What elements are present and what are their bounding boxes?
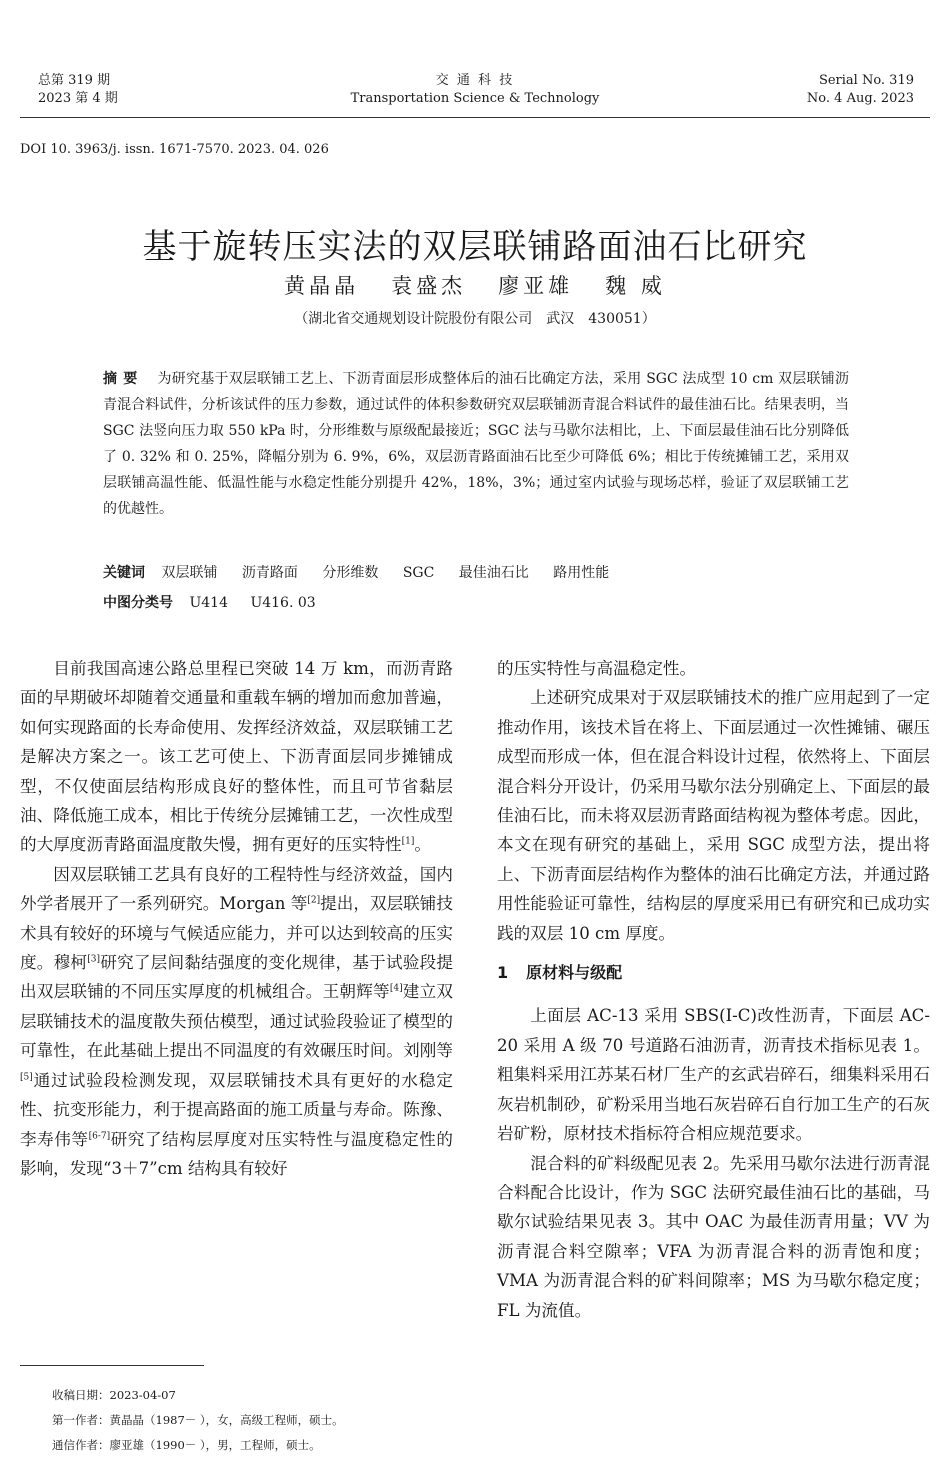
author-2: 袁盛杰 (391, 274, 467, 298)
paragraph-gradation: 混合料的矿料级配见表 2。先采用马歇尔法进行沥青混合料配合比设计，作为 SGC 法研究最佳油石比的基础，马歇尔试验结果见表 3。其中 OAC 为最佳沥青用量；VV 为沥青混合料空隙率；VFA 为沥青混合料的沥青饱和度；VMA 为沥青混合料的矿料间隙率；MS 为马歇尔稳定度；FL 为流值。 (497, 1153, 930, 1320)
paragraph-text: 建立双层联铺技术的温度散失预估模型，通过试验段验证了模型的可靠性，在此基础上提出不同温度的有效碾压时间。刘刚等 (20, 982, 454, 1061)
author-3: 廖亚雄 (498, 274, 574, 298)
classification (103, 592, 334, 612)
citation: [1] (401, 836, 415, 847)
paragraph-text: 。 (414, 835, 431, 855)
paragraph-text: 因双层联铺工艺具有良好的工程特性与经济效益，国内外学者展开了一系列研究。Morgan 等 (20, 864, 453, 914)
issue-year: 2023 第 4 期 (38, 91, 118, 106)
doi: DOI 10. 3963/j. issn. 1671-7570. 2023. 04. 026 (20, 142, 329, 157)
issue-total: 总第 319 期 (38, 73, 111, 88)
body-column-right (497, 654, 930, 1325)
journal-name-cn: 交 通 科 技 (435, 73, 515, 88)
journal-issue-en (807, 72, 914, 108)
issue-date: No. 4 Aug. 2023 (806, 91, 914, 106)
abstract-text: 为研究基于双层联铺工艺上、下沥青面层形成整体后的油石比确定方法，采用 SGC 法成型 10 cm 双层联铺沥青混合料试件，分析该试件的压力参数，通过试件的体积参数研究双层联铺沥青混合料试件的最佳油石比。结果表明，当 SGC 法竖向压力取 550 kPa 时，分形维数与原级配最接近；SGC 法与马歇尔法相比，上、下面层最佳油石比分别降低了 0. 32% 和 0. 25%，降幅分别为 6. 9%，6%，双层沥青路面油石比至少可降低 6%；相比于传统摊铺工艺，采用双层联铺高温性能、低温性能与水稳定性能分别提升 42%，18%，3%；通过室内试验与现场芯样，验证了双层联铺工艺的优越性。 (103, 371, 850, 517)
keywords-label: 关键词 (103, 565, 145, 581)
classification-code: U414 (189, 595, 228, 611)
citation: [4] (389, 983, 403, 994)
paragraph-text: 提出，双层联铺技术具有较好的环境与气候适应能力，并可以达到较高的压实度。穆柯 (20, 894, 454, 973)
header-divider (20, 117, 930, 118)
affiliation: （湖北省交通规划设计院股份有限公司 武汉 430051） (294, 311, 656, 327)
footnote-divider (20, 1365, 204, 1366)
paragraph-intro (20, 654, 453, 860)
keyword: 沥青路面 (241, 565, 298, 581)
keyword: SGC (402, 565, 435, 581)
citation: [5] (20, 1072, 33, 1083)
footnote-received-date: 收稿日期：2023-04-07 (52, 1388, 176, 1402)
paragraph-text: 研究了结构层厚度对压实特性与温度稳定性的影响，发现“3＋7”cm 结构具有较好 (20, 1129, 454, 1178)
keyword: 最佳油石比 (458, 565, 529, 581)
paragraph-text: 研究了层间黏结强度的变化规律，基于试验段提出双层联铺的不同压实厚度的机械组合。王朝辉等 (20, 953, 454, 1002)
body-column-left (20, 654, 453, 1183)
paragraph-text: 目前我国高速公路总里程已突破 14 万 km，而沥青路面的早期破坏却随着交通量和重载车辆的增加而愈加普遍，如何实现路面的长寿命使用、发挥经济效益，双层联铺工艺是解决方案之一。该工艺可使上、下沥青面层同步摊铺成型，不仅使面层结构形成良好的整体性，而且可节省黏层油、降低施工成本，相比于传统分层摊铺工艺，一次性成型的大厚度沥青路面温度散失慢，拥有更好的压实特性 (20, 659, 453, 855)
section-number: 1 (497, 963, 509, 983)
section-heading (497, 958, 930, 987)
section-title: 原材料与级配 (526, 963, 623, 983)
journal-name-en: Transportation Science & Technology (350, 91, 600, 106)
citation: [3] (87, 954, 100, 965)
abstract-label: 摘要 (103, 371, 144, 387)
paragraph-materials: 上面层 AC-13 采用 SBS(I-C)改性沥青，下面层 AC-20 采用 A 级 70 号道路石油沥青，沥青技术指标见表 1。粗集料采用江苏某石材厂生产的玄武岩碎石，细集料采用石灰岩机制砂，矿粉采用当地石灰岩碎石自行加工生产的石灰岩矿粉，原材技术指标符合相应规范要求。 (497, 1006, 930, 1144)
keyword: 分形维数 (322, 565, 379, 581)
author-list (0, 270, 950, 300)
keyword: 路用性能 (553, 565, 610, 581)
paragraph-text: 通过试验段检测发现，双层联铺技术具有更好的水稳定性、抗变形能力，利于提高路面的施工质量与寿命。陈豫、李寿伟等 (20, 1070, 453, 1149)
paragraph-review (20, 860, 453, 1183)
paper-title: 基于旋转压实法的双层联铺路面油石比研究 (142, 226, 808, 267)
citation: [2] (307, 895, 321, 906)
footnote-corresponding-author: 通信作者：廖亚雄（1990－ ），男，工程师，硕士。 (52, 1438, 321, 1452)
paragraph-review-continued: 的压实特性与高温稳定性。 (497, 659, 697, 678)
citation: [6-7] (88, 1130, 111, 1141)
paragraph-motivation: 上述研究成果对于双层联铺技术的推广应用起到了一定推动作用，该技术旨在将上、下面层通过一次性摊铺、碾压成型而形成一体，但在混合料设计过程，依然将上、下面层混合料分开设计，仍采用马歇尔法分别确定上、下面层的最佳油石比，而未将双层沥青路面结构视为整体考虑。因此，本文在现有研究的基础上，采用 SGC 成型方法，提出将上、下沥青面层结构作为整体的油石比确定方法，并通过路用性能验证可靠性，结构层的厚度采用已有研究和已成功实践的双层 10 cm 厚度。 (497, 688, 930, 943)
serial-number: Serial No. 319 (818, 73, 914, 88)
abstract (103, 366, 849, 522)
author-1: 黄晶晶 (284, 274, 360, 298)
keyword: 双层联铺 (161, 565, 218, 581)
author-4: 魏 威 (605, 274, 666, 298)
footnote-first-author: 第一作者：黄晶晶（1987－ ），女，高级工程师，硕士。 (52, 1413, 344, 1427)
keywords (103, 562, 849, 582)
classification-code: U416. 03 (250, 595, 316, 611)
classification-label: 中图分类号 (103, 595, 173, 611)
